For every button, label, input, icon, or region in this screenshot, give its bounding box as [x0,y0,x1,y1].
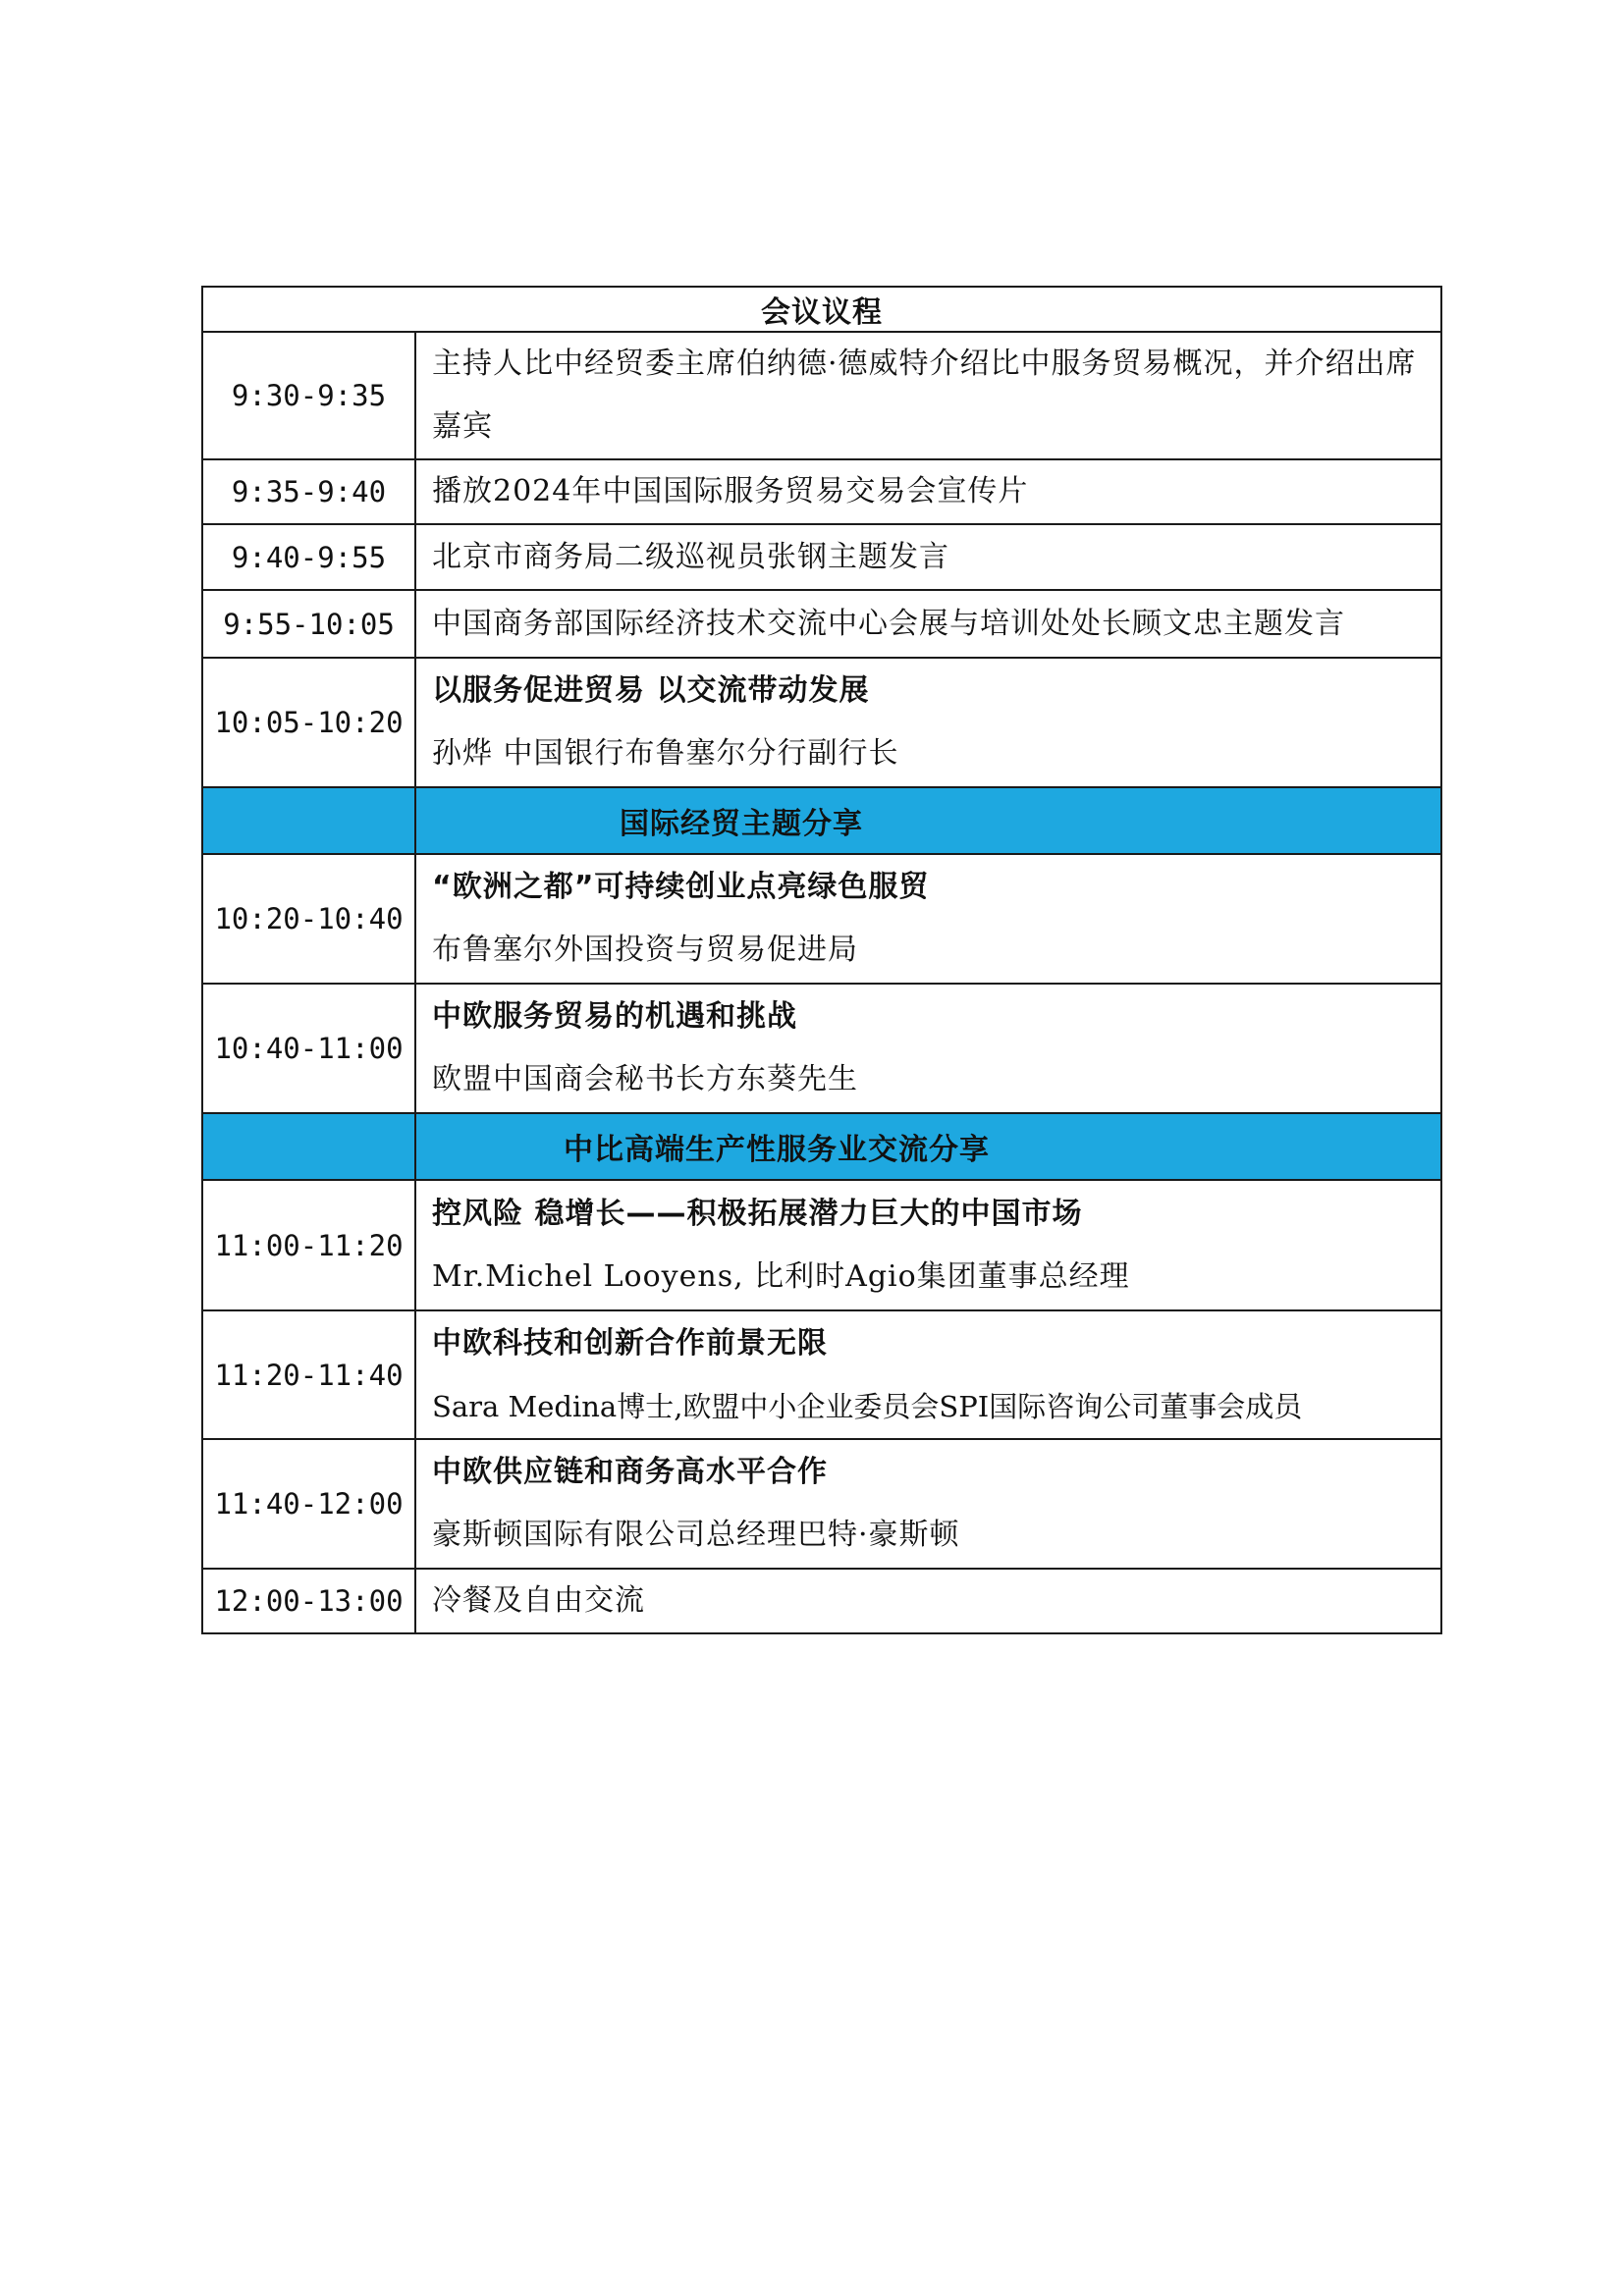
content-cell [415,1439,1441,1569]
table-row [202,854,1441,984]
time-cell: 10:05-10:20 [202,658,415,787]
section-header-row [202,787,1441,854]
time-cell: 10:40-11:00 [202,984,415,1113]
table-row [202,524,1441,590]
content-cell [415,854,1441,984]
table-row [202,984,1441,1113]
section-header-row [202,1113,1441,1180]
time-cell: 12:00-13:00 [202,1569,415,1633]
item-text: 中国商务部国际经济技术交流中心会展与培训处处长顾文忠主题发言 [432,606,1345,641]
talk-title: 控风险 稳增长——积极拓展潜力巨大的中国市场 [432,1196,1083,1231]
section-blank-cell [202,1113,415,1180]
section-blank-cell [202,787,415,854]
table-row [202,658,1441,787]
talk-speaker: 布鲁塞尔外国投资与贸易促进局 [432,933,858,967]
time-cell: 9:30-9:35 [202,332,415,459]
content-cell [415,984,1441,1113]
table-row [202,1569,1441,1633]
section-title: 中比高端生产性服务业交流分享 [415,1113,1441,1180]
time-cell: 9:40-9:55 [202,524,415,590]
agenda-table [201,286,1442,1634]
time-cell: 9:55-10:05 [202,590,415,658]
item-text: 北京市商务局二级巡视员张钢主题发言 [432,539,949,574]
time-cell: 9:35-9:40 [202,459,415,524]
talk-title: 中欧供应链和商务高水平合作 [432,1455,828,1489]
table-row [202,459,1441,524]
talk-speaker: 孙烨 中国银行布鲁塞尔分行副行长 [432,736,899,771]
time-cell: 11:40-12:00 [202,1439,415,1569]
talk-speaker: Sara Medina博士,欧盟中小企业委员会SPI国际咨询公司董事会成员 [432,1389,1303,1423]
table-row [202,1310,1441,1439]
table-row [202,1180,1441,1310]
section-title: 国际经贸主题分享 [415,787,1441,854]
content-cell [415,1180,1441,1310]
agenda-header: 会议议程 [202,287,1441,332]
item-text: 播放2024年中国国际服务贸易交易会宣传片 [432,474,1029,508]
talk-title: 以服务促进贸易 以交流带动发展 [432,673,870,708]
content-cell [415,459,1441,524]
time-cell: 11:20-11:40 [202,1310,415,1439]
content-cell [415,524,1441,590]
item-text: 冷餐及自由交流 [432,1583,645,1618]
content-cell [415,658,1441,787]
talk-speaker: 欧盟中国商会秘书长方东葵先生 [432,1062,858,1096]
agenda-header-row [202,287,1441,332]
time-cell: 11:00-11:20 [202,1180,415,1310]
content-cell [415,1569,1441,1633]
table-row [202,332,1441,459]
talk-title: “欧洲之都”可持续创业点亮绿色服贸 [432,870,930,904]
talk-speaker: Mr.Michel Looyens, 比利时Agio集团董事总经理 [432,1258,1130,1294]
item-text: 主持人比中经贸委主席伯纳德·德威特介绍比中服务贸易概况，并介绍出席嘉宾 [432,347,1417,444]
content-cell [415,1310,1441,1439]
time-cell: 10:20-10:40 [202,854,415,984]
table-row [202,1439,1441,1569]
talk-title: 中欧科技和创新合作前景无限 [432,1325,828,1361]
content-cell [415,590,1441,658]
talk-title: 中欧服务贸易的机遇和挑战 [432,999,797,1034]
table-row [202,590,1441,658]
talk-speaker: 豪斯顿国际有限公司总经理巴特·豪斯顿 [432,1518,960,1552]
content-cell [415,332,1441,459]
